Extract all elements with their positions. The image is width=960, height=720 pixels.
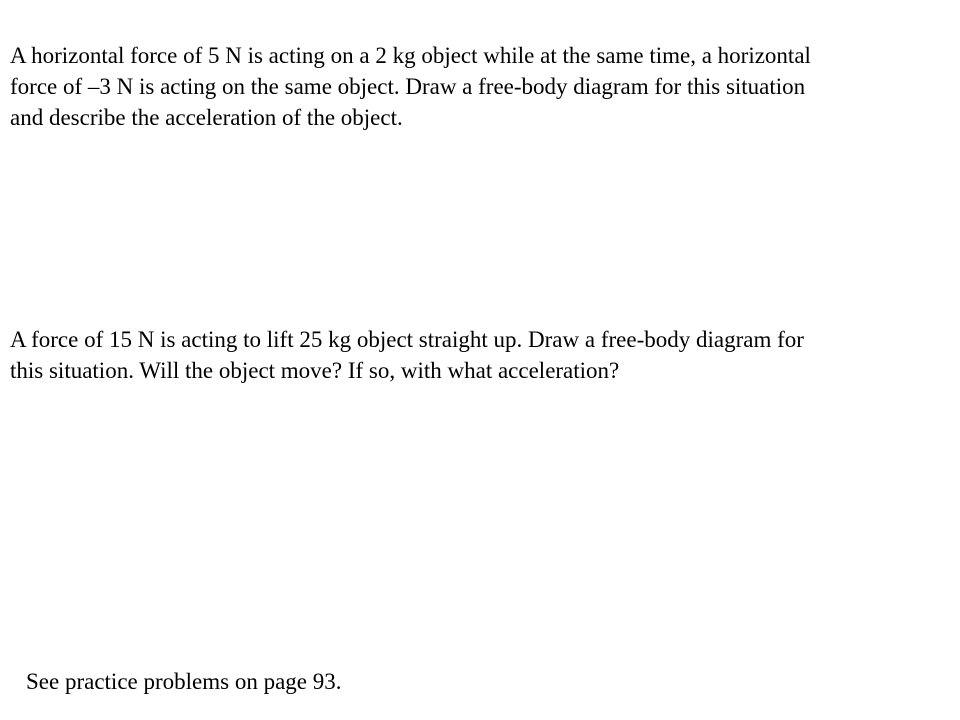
problem-2-text: [10, 324, 950, 386]
practice-problems-note: See practice problems on page 93.: [26, 669, 342, 694]
problem-1-line-3: and describe the acceleration of the object.: [10, 105, 403, 130]
problem-1-text: [10, 40, 950, 133]
problem-1-line-2: force of –3 N is acting on the same object. Draw a free-body diagram for this situation: [10, 74, 806, 99]
problem-2-line-1: A force of 15 N is acting to lift 25 kg object straight up. Draw a free-body diagram for: [10, 327, 804, 352]
problem-2-line-2: this situation. Will the object move? If so, with what acceleration?: [10, 358, 620, 383]
problem-1-line-1: A horizontal force of 5 N is acting on a 2 kg object while at the same time, a horizontal: [10, 43, 811, 68]
